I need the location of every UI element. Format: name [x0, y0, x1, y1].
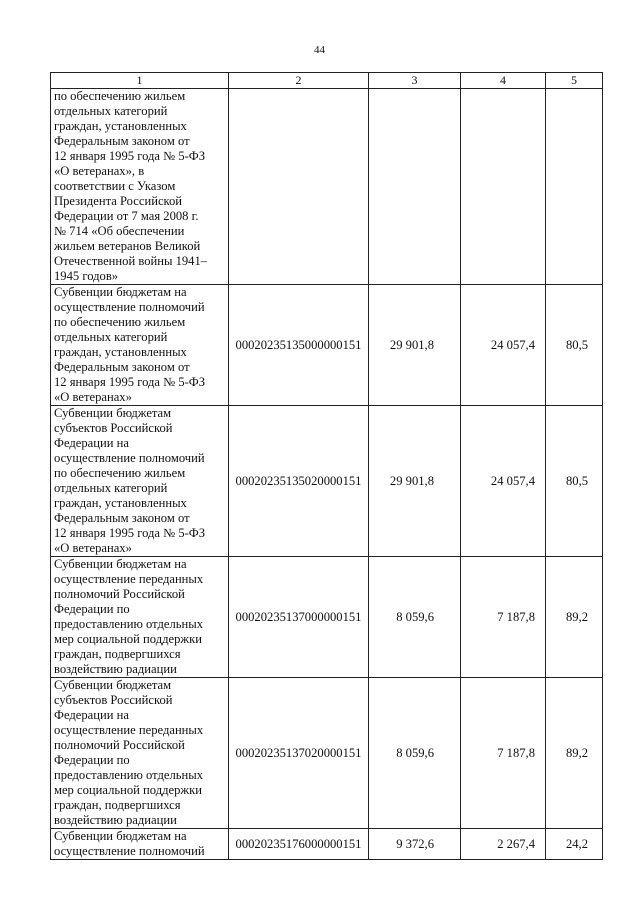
row-col4-value: 24 057,4 [461, 406, 546, 557]
page-number: 44 [314, 44, 325, 56]
row-description [51, 89, 229, 285]
description-line: Федерации по [54, 753, 130, 767]
row-description [51, 285, 229, 406]
description-line: «О ветеранах», в [54, 164, 145, 178]
row-col4-value: 7 187,8 [461, 678, 546, 829]
column-header-5: 5 [546, 73, 603, 89]
description-line: Федерации на [54, 436, 129, 450]
row-col3-value: 8 059,6 [369, 678, 461, 829]
row-col5-value: 80,5 [546, 285, 603, 406]
description-line: осуществление полномочий [54, 451, 205, 465]
description-line: Субвенции бюджетам [54, 678, 172, 692]
table-row [51, 829, 603, 860]
column-header-2: 2 [229, 73, 369, 89]
description-line: «О ветеранах» [54, 390, 132, 404]
description-line: соответствии с Указом [54, 179, 176, 193]
description-line: 1945 годов» [54, 269, 119, 283]
description-line: Федеральным законом от [54, 360, 190, 374]
column-header-4: 4 [461, 73, 546, 89]
row-code: 00020235135020000151 [229, 406, 369, 557]
description-line: мер социальной поддержки [54, 783, 202, 797]
description-line: 12 января 1995 года № 5-ФЗ [54, 375, 206, 389]
description-line: Федерации на [54, 708, 129, 722]
description-line: мер социальной поддержки [54, 632, 202, 646]
table-header-row [51, 73, 603, 89]
description-line: отдельных категорий [54, 330, 168, 344]
description-line: Субвенции бюджетам на [54, 285, 187, 299]
description-line: субъектов Российской [54, 421, 173, 435]
row-description [51, 829, 229, 860]
row-code: 00020235137000000151 [229, 557, 369, 678]
description-line: Субвенции бюджетам [54, 406, 172, 420]
column-header-3: 3 [369, 73, 461, 89]
description-line: полномочий Российской [54, 587, 185, 601]
description-line: воздействию радиации [54, 662, 177, 676]
row-col3-value: 8 059,6 [369, 557, 461, 678]
description-line: Субвенции бюджетам на [54, 829, 187, 843]
description-line: отдельных категорий [54, 104, 168, 118]
row-code [229, 89, 369, 285]
description-line: предоставлению отдельных [54, 617, 203, 631]
row-col3-value: 29 901,8 [369, 406, 461, 557]
row-col5-value: 80,5 [546, 406, 603, 557]
description-line: предоставлению отдельных [54, 768, 203, 782]
row-col4-value: 2 267,4 [461, 829, 546, 860]
row-description [51, 678, 229, 829]
description-line: по обеспечению жильем [54, 466, 186, 480]
row-code: 00020235135000000151 [229, 285, 369, 406]
description-line: граждан, подвергшихся [54, 798, 181, 812]
description-line: граждан, установленных [54, 119, 187, 133]
row-col4-value: 7 187,8 [461, 557, 546, 678]
row-code: 00020235176000000151 [229, 829, 369, 860]
description-line: воздействию радиации [54, 813, 177, 827]
row-col4-value: 24 057,4 [461, 285, 546, 406]
row-col5-value: 24,2 [546, 829, 603, 860]
description-line: Федеральным законом от [54, 134, 190, 148]
description-line: 12 января 1995 года № 5-ФЗ [54, 149, 206, 163]
description-line: Федерации от 7 мая 2008 г. [54, 209, 199, 223]
row-code: 00020235137020000151 [229, 678, 369, 829]
row-description [51, 557, 229, 678]
table-row [51, 89, 603, 285]
description-line: по обеспечению жильем [54, 315, 186, 329]
table-row [51, 678, 603, 829]
description-line: полномочий Российской [54, 738, 185, 752]
row-col3-value: 29 901,8 [369, 285, 461, 406]
description-line: Федерации по [54, 602, 130, 616]
row-col5-value: 89,2 [546, 557, 603, 678]
description-line: осуществление переданных [54, 723, 204, 737]
table-row [51, 557, 603, 678]
description-line: осуществление полномочий [54, 844, 205, 858]
description-line: осуществление полномочий [54, 300, 205, 314]
description-line: субъектов Российской [54, 693, 173, 707]
row-col3-value: 9 372,6 [369, 829, 461, 860]
row-col5-value [546, 89, 603, 285]
row-description [51, 406, 229, 557]
description-line: «О ветеранах» [54, 541, 132, 555]
description-line: Президента Российской [54, 194, 183, 208]
table-row [51, 285, 603, 406]
row-col5-value: 89,2 [546, 678, 603, 829]
description-line: № 714 «Об обеспечении [54, 224, 185, 238]
description-line: Отечественной войны 1941– [54, 254, 208, 268]
description-line: 12 января 1995 года № 5-ФЗ [54, 526, 206, 540]
description-line: осуществление переданных [54, 572, 204, 586]
budget-table [50, 72, 603, 860]
description-line: Субвенции бюджетам на [54, 557, 187, 571]
description-line: граждан, подвергшихся [54, 647, 181, 661]
column-header-1: 1 [51, 73, 229, 89]
description-line: граждан, установленных [54, 496, 187, 510]
row-col3-value [369, 89, 461, 285]
description-line: по обеспечению жильем [54, 89, 186, 103]
description-line: отдельных категорий [54, 481, 168, 495]
description-line: граждан, установленных [54, 345, 187, 359]
table-row [51, 406, 603, 557]
description-line: жильем ветеранов Великой [54, 239, 201, 253]
row-col4-value [461, 89, 546, 285]
description-line: Федеральным законом от [54, 511, 190, 525]
